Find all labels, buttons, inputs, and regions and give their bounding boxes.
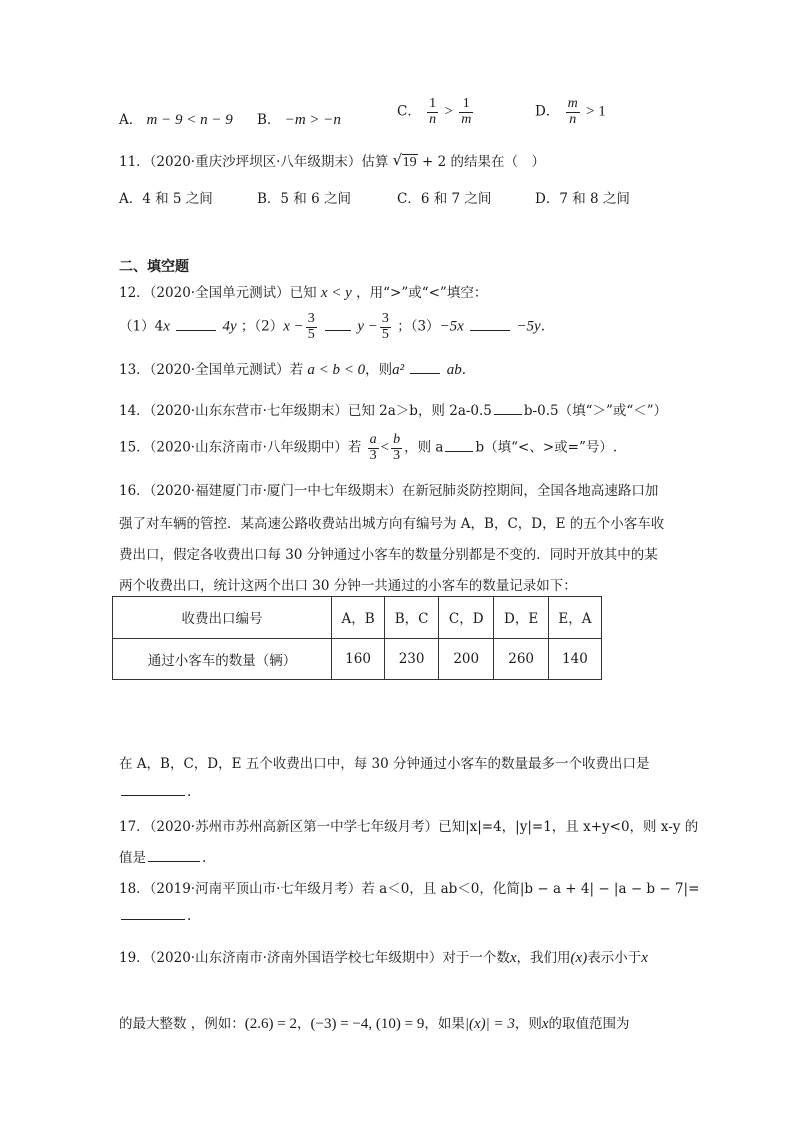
question-16-line-2: 强了对车辆的管控．某高速公路收费站出城方向有编号为 A，B，C，D，E 的五个小客车收 [119,516,665,532]
question-text: + 2 的结果在（ ） [421,154,545,170]
table-row [113,638,602,680]
q10-option-d [535,97,606,127]
option-letter: A． [119,112,143,128]
question-text: 14．（2020·山东东营市·七年级期末）已知 2a＞b，则 2a-0.5 [119,403,492,419]
fraction [566,97,580,127]
frac-num: 1 [429,96,437,111]
answer-blank[interactable] [121,918,185,920]
q10-option-b [257,108,341,129]
frac-den: 5 [381,326,389,342]
expr: y − [357,318,378,335]
part-label: ；（3） [397,318,440,335]
table-cell: D，E [494,597,549,639]
toll-data-table [112,596,602,680]
fraction [391,433,402,463]
table-cell: 160 [332,638,385,680]
question-16-line-1: 16．（2020·福建厦门市·厦门一中七年级期末）在新冠肺炎防控期间，全国各地高速路口加 [119,483,659,499]
question-15 [119,433,617,463]
question-18-line-2 [119,908,191,924]
question-16-line-4: 两个收费出口，统计这两个出口 30 分钟一共通过的小客车的数量记录如下： [119,578,577,594]
option-expr: −m > −n [284,112,341,128]
table-cell: 140 [548,638,601,680]
frac-num: m [567,96,578,111]
frac-den: n [429,111,437,127]
variable: x [641,950,648,966]
fraction [368,433,379,463]
expr: x [163,318,170,335]
question-text: 的最大整数 ，例如： [119,1016,245,1032]
example-expr: (−3) = −4, (10) = 9 [310,1016,425,1032]
table-cell: A，B [332,597,385,639]
table-cell: B，C [385,597,439,639]
sqrt-expression [392,151,418,171]
fraction [380,312,391,342]
question-16-answer [119,784,191,800]
frac-den: 5 [307,326,315,342]
fraction [427,97,438,127]
condition: a < b < 0 [307,362,366,378]
fraction [306,312,317,342]
question-text: 13．（2020·全国单元测试）若 [119,362,304,378]
frac-den: 3 [393,447,401,463]
answer-blank[interactable] [176,329,216,331]
q10-option-a [119,108,233,129]
operator: < [380,439,390,456]
option-letter: B． [257,112,281,128]
variable: x [541,1016,549,1032]
question-17-line-2 [119,846,206,866]
expr: 4y [222,318,237,335]
question-11 [119,150,545,171]
expr: |(x)| = 3 [464,1016,515,1032]
punctuation: . [540,318,546,335]
question-text: ，用“>”或“<”填空： [356,285,488,301]
frac-num: b [393,432,401,447]
question-17-line-1: 17．（2020·苏州市苏州高新区第一中学七年级月考）已知|x|=4，|y|=1，且 x+y<0，则 x-y 的 [119,819,699,835]
question-text: 的取值范围为 [548,1016,630,1032]
punctuation: . [202,850,207,866]
q11-option-c: C．6 和 7 之间 [397,191,492,207]
option-expr: m − 9 < n − 9 [146,112,233,128]
radicand: 19 [402,155,417,170]
question-text: ，则 [365,362,393,378]
question-text: 19．（2020·山东济南市·济南外国语学校七年级期中）对于一个数 [119,950,510,966]
part-label: ；（2） [240,318,284,335]
table-cell: 260 [494,638,549,680]
question-12-parts [119,312,545,342]
example-expr: (2.6) = 2 [244,1016,297,1032]
question-text: ，则 a [404,439,444,456]
condition: x < y [320,285,352,301]
q10-option-c [397,97,475,127]
expr: −5x [439,318,464,335]
answer-blank[interactable] [470,329,510,331]
operator: > [444,103,453,120]
question-13 [119,358,466,379]
question-16-followup: 在 A，B，C，D，E 五个收费出口中，每 30 分钟通过小客车的数量最多一个收费出口是 [119,756,650,772]
answer-blank[interactable] [325,329,351,331]
question-text: 12．（2020·全国单元测试）已知 [119,285,317,301]
expr: −5y [516,318,541,335]
question-text: 15．（2020·山东济南市·八年级期中）若 [119,439,362,456]
frac-den: n [569,111,577,127]
question-text: 值是 [119,850,146,866]
question-18-line-1: 18．（2019·河南平顶山市·七年级月考）若 a＜0，且 ab＜0，化简|b − a + 4| − |a − b − 7|= [119,881,700,897]
option-letter: C． [397,103,421,120]
question-text: b（填“<、>或=”号）. [475,439,618,456]
question-14 [119,399,667,419]
question-12 [119,281,487,302]
fraction [459,97,473,127]
table-cell: 200 [439,638,494,680]
q11-option-d: D．7 和 8 之间 [535,191,630,207]
table-cell: 收费出口编号 [113,597,332,639]
punctuation: . [187,784,192,800]
answer-blank[interactable] [148,860,200,862]
frac-num: 1 [459,97,473,113]
option-expr: > 1 [586,103,606,120]
expr: (x) [570,950,588,966]
table-cell: C，D [439,597,494,639]
radical-sign: √ [392,151,403,169]
frac-num: 3 [307,311,315,326]
expr: ab [446,362,462,378]
expr: x − [283,318,304,335]
expr: a² [392,362,405,378]
variable: x [509,950,517,966]
option-letter: D． [535,103,560,120]
frac-den: 3 [369,447,377,463]
part-label: （1）4 [119,318,164,335]
question-text: 表示小于 [587,950,642,966]
question-text: ，如果 [424,1016,465,1032]
table-cell: 通过小客车的数量（辆） [113,638,332,680]
question-text: ，则 [514,1016,542,1032]
question-19-line-1 [119,946,648,967]
q11-option-a: A．4 和 5 之间 [119,191,213,207]
table-cell: 230 [385,638,439,680]
frac-den: m [461,111,472,127]
question-16-line-3: 费出口，假定各收费出口每 30 分钟通过小客车的数量分别都是不变的．同时开放其中的某 [119,547,658,563]
punctuation: . [187,908,192,924]
frac-num: a [369,432,377,447]
question-text: b-0.5（填“＞”或“＜”） [523,403,668,419]
answer-blank[interactable] [494,413,522,415]
table-cell: E，A [548,597,601,639]
question-text: ，我们用 [516,950,571,966]
frac-num: 3 [381,311,389,326]
punctuation: . [461,362,467,378]
table-header-row [113,597,602,639]
question-19-line-2: 的最大整数 ，例如：(2.6) = 2，(−3) = −4, (10) = 9，如果|(x)| = 3，则x的取值范围为 [119,1016,630,1032]
q11-option-b: B．5 和 6 之间 [257,191,351,207]
answer-blank[interactable] [121,794,185,796]
answer-blank[interactable] [445,450,473,452]
answer-blank[interactable] [410,372,440,374]
question-text: 11．（2020·重庆沙坪坝区·八年级期末）估算 [119,154,389,170]
section-title: 二、填空题 [119,259,189,275]
